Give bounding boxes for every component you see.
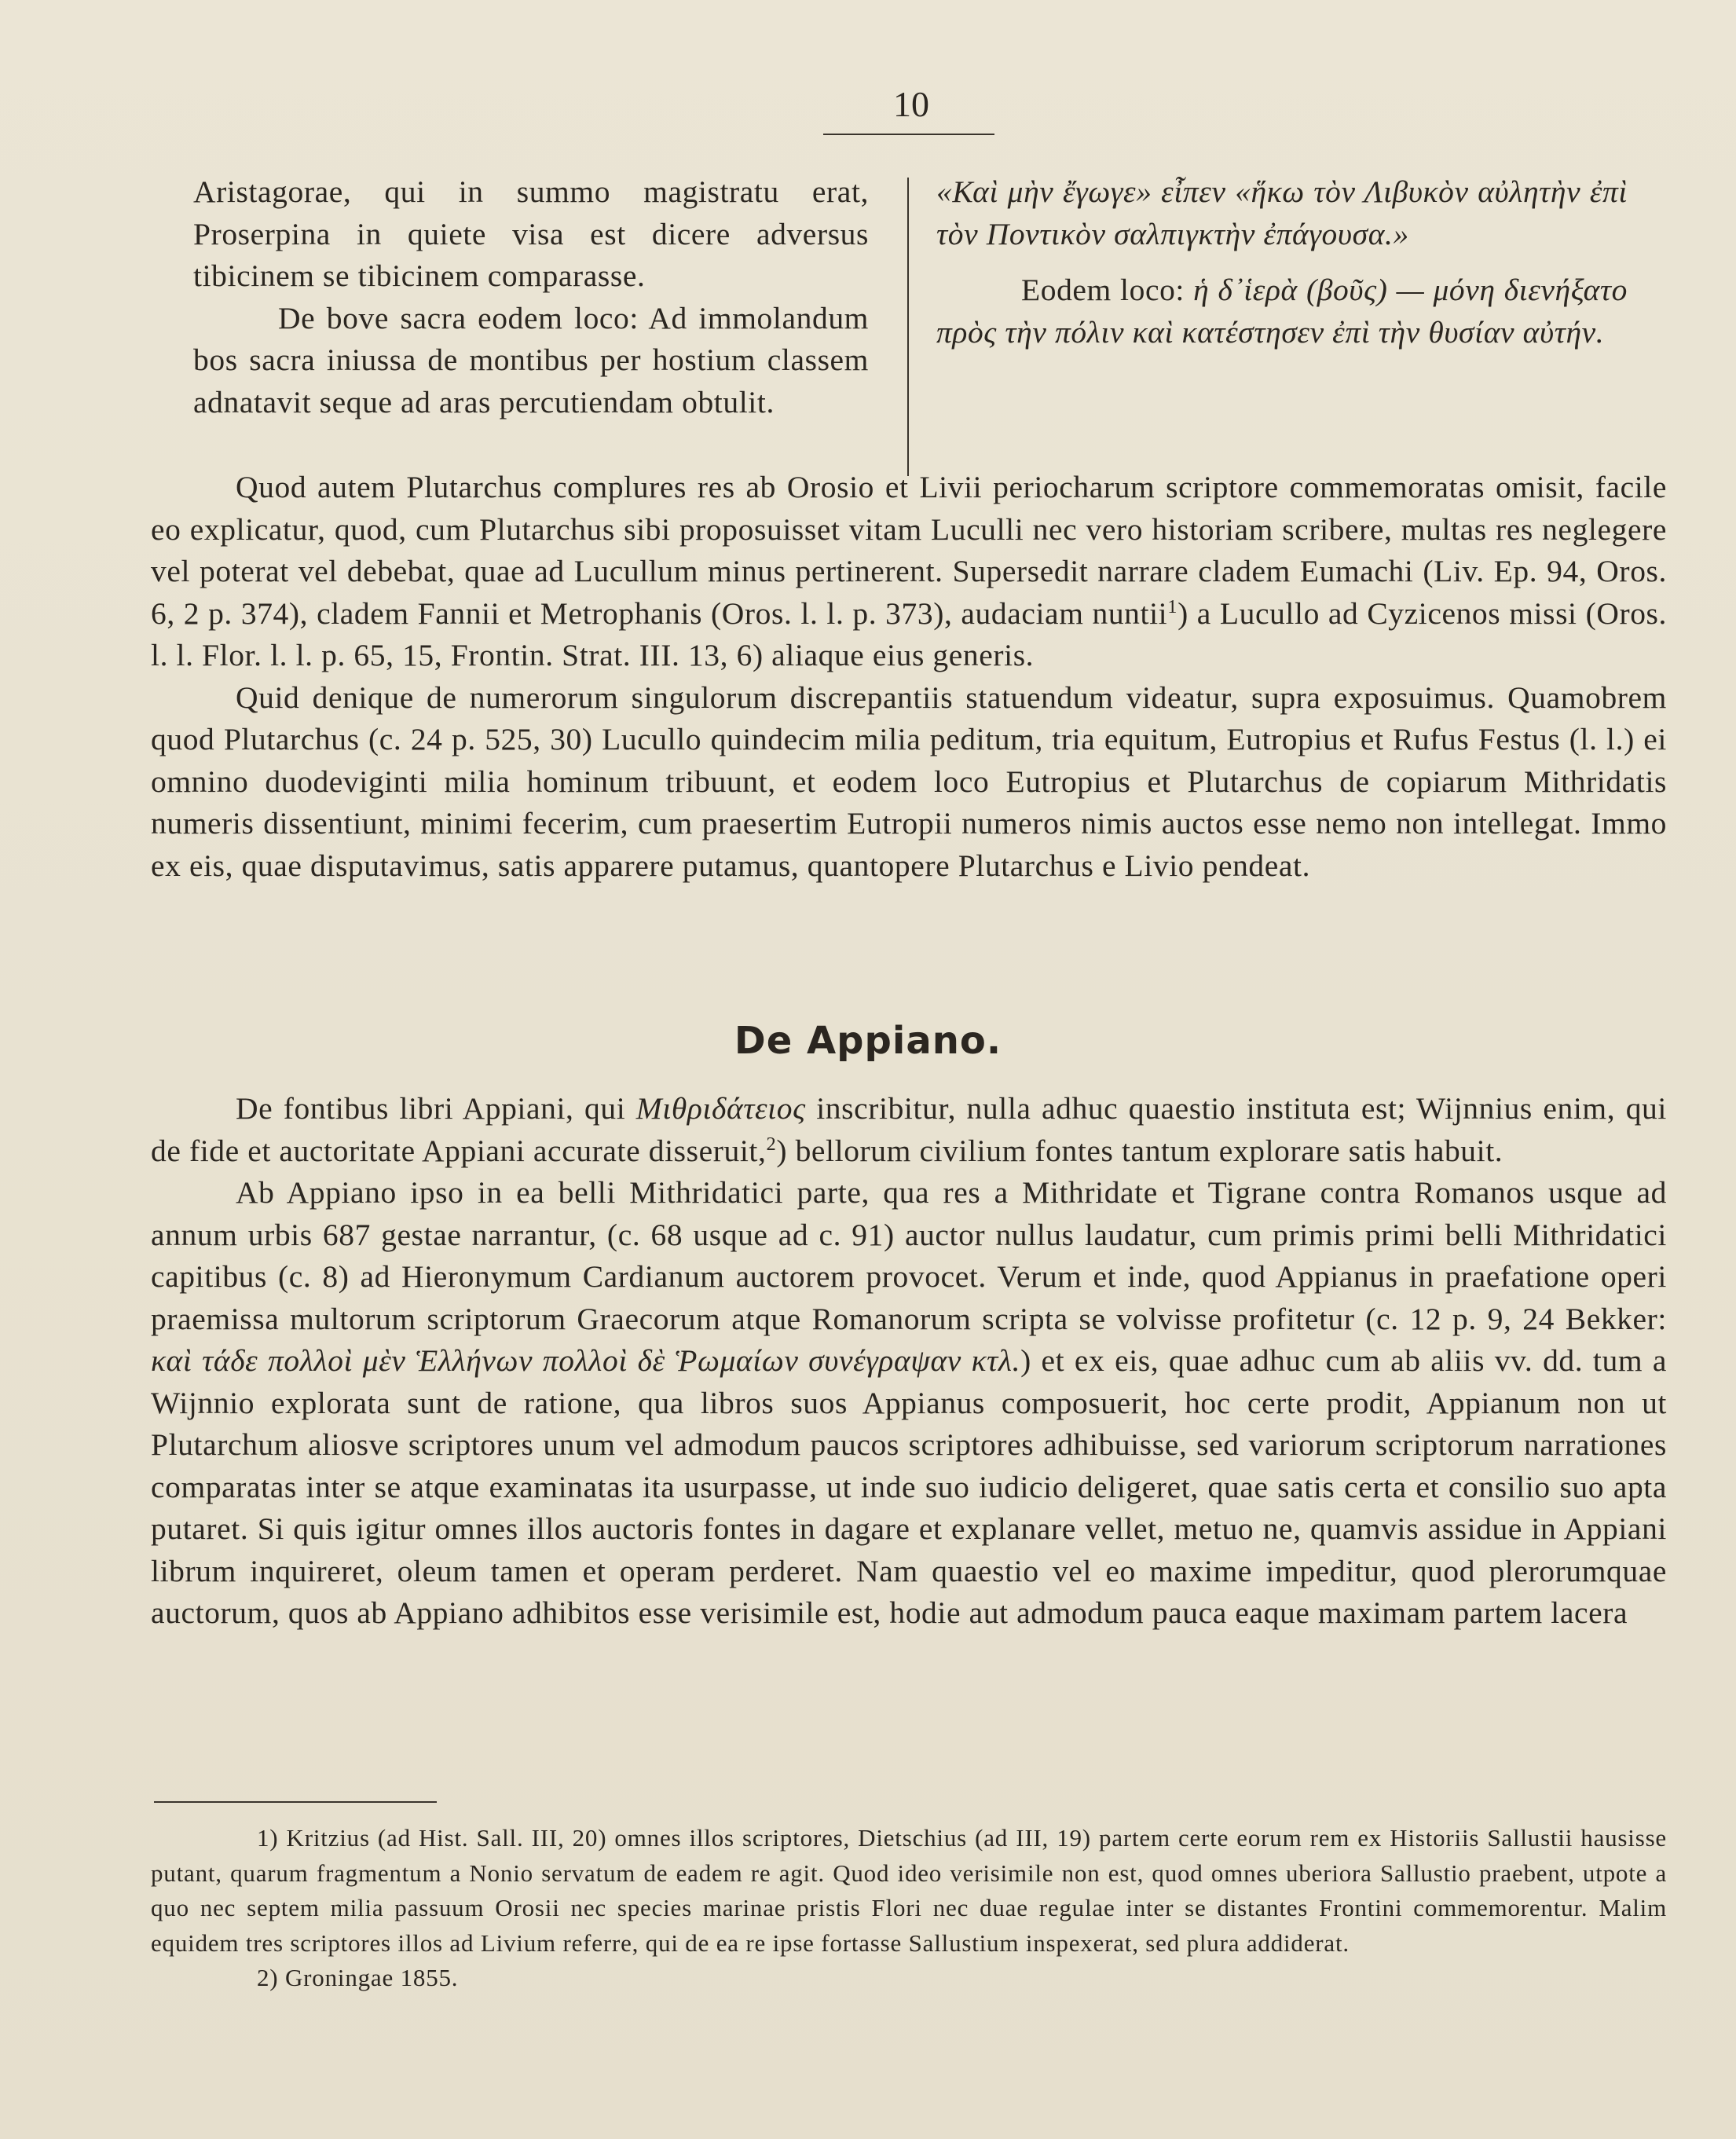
body-paragraph-1-tail: a Lucullo ad Cyzicenos missi (Oros. l. l. Flor. l. l. p. 65, 15, Frontin. Strat. III. 13, 6) aliaque eius generis. — [151, 595, 1667, 672]
body-paragraph-1: Quod autem Plutarchus complures res ab Orosio et Livii periocharum scriptore commemoratas omisit, facile eo explicatur, quod, cum Plutarchus sibi proposuisset vitam Luculli nec vero historiam scribere, multas res neglegere vel poterat vel debebat, quae ad Lucullum minus pertinerent. Supersedit narrare cladem Eumachi (Liv. Ep. 94, Oros. 6, 2 p. 374), cladem Fannii et Metrophanis (Oros. l. l. p. 373), audaciam nuntii$^1$) a Lucullo ad Cyzicenos missi (Oros. l. l. Flor. l. l. p. 65, 15, Frontin. Strat. III. 13, 6) aliaque eius generis. — [151, 470, 1667, 672]
footnote-1-text: Kritzius (ad Hist. Sall. III, 20) omnes illos scriptores, Dietschius (ad III, 19) partem certe eorum rem ex Historiis Sallustii hausisse putant, quarum fragmentum a Nonio servatum de eadem re agit. Quod ideo verisimile non est, quod omnes uberiora Sallustio praebent, utpote a quo nec septem milia passuum Orosii nec species marinae pristis Flori nec duae regulae inter se distantes Frontini commemorentur. Malim equidem tres scriptores illos ad Livium referre, qui de ea re ipse fortasse Sallustium inspexerat, sed plura addiderat. — [151, 1824, 1667, 1957]
footnote-2-mark: 2) — [257, 1964, 279, 1991]
appian-p1-end: bellorum civilium fontes tantum explorare satis habuit. — [795, 1133, 1503, 1168]
latin-paragraph-1: Aristagorae, qui in summo magistratu erat, Proserpina in quiete visa est dicere adversus tibicinem se tibicinem comparasse. — [193, 174, 869, 293]
right-column-greek — [936, 171, 1628, 353]
footnote-1-mark: 1) — [257, 1824, 279, 1851]
footnote-rule — [154, 1801, 437, 1803]
greek-label: Eodem loco: — [1021, 273, 1185, 307]
body-paragraph-2: Quid denique de numerorum singulorum discrepantiis statuendum videatur, supra exposuimus. Quamobrem quod Plutarchus (c. 24 p. 525, 30) Lucullo quindecim milia peditum, tria equitum, Eutropius et Rufus Festus (l. l.) ei omnino duodeviginti milia hominum tribuunt, et eodem loco Eutropius et Plutarchus de copiarum Mithridatis numeris dissentiunt, minimi fecerim, cum praesertim Eutropii numeros nimis auctos esse nemo non intellegat. Immo ex eis, quae disputavimus, satis apparere putamus, quantopere Plutarchus e Livio pendeat. — [151, 679, 1667, 883]
greek-paragraph-2 — [936, 269, 1628, 353]
footnote-2-text: Groningae 1855. — [285, 1964, 459, 1991]
appian-p2-greek: καὶ τάδε πολλοὶ μὲν Ἑλλήνων πολλοὶ δὲ Ῥωμαίων συνέγραψαν κτλ. — [151, 1343, 1021, 1378]
greek-quote-2: ἡ δ᾽ἱερὰ (βοῦς) — μόνη διενήξατο πρὸς τὴν πόλιν καὶ κατέστησεν ἐπὶ τὴν θυσίαν αὐτήν. — [936, 273, 1628, 350]
section-heading: De Appiano. — [734, 1019, 1002, 1063]
footnote-2 — [151, 1961, 1667, 1996]
appian-p1-mid: inscribitur, nulla adhuc quaestio instituta est; Wijnnius enim, qui de fide et auctoritate Appiani accurate disseruit, — [151, 1091, 1667, 1168]
column-divider — [907, 178, 909, 476]
footnote-ref-2[interactable]: 2 — [766, 1133, 777, 1155]
appian-p1-greek: Μιθριδάτειος — [635, 1091, 806, 1126]
footnote-1 — [151, 1821, 1667, 1961]
latin-paragraph-2: De bove sacra eodem loco: Ad immolandum bos sacra iniussa de montibus per hostium classem adnatavit seque ad aras percutiendam obtulit. — [193, 300, 869, 419]
body-paragraph-1-text: Quod autem Plutarchus complures res ab Orosio et Livii periocharum scriptore commemoratas omisit, facile eo explicatur, quod, cum Plutarchus sibi proposuisset vitam Luculli nec vero historiam scribere, multas res neglegere vel poterat vel debebat, quae ad Lucullum minus pertinerent. Supersedit narrare cladem Eumachi (Liv. Ep. 94, Oros. 6, 2 p. 374), cladem Fannii et Metrophanis (Oros. l. l. p. 373), audaciam nuntii — [151, 470, 1667, 631]
page-number: 10 — [893, 84, 929, 124]
greek-quote-1: «Καὶ μὴν ἔγωγε» εἶπεν «ἥκω τὸν Λιβυκὸν αὐλητὴν ἐπὶ τὸν Ποντικὸν σαλπιγκτὴν ἐπάγουσα.» — [936, 174, 1628, 251]
appian-section — [151, 1088, 1667, 1635]
footnotes — [151, 1821, 1667, 1996]
left-column-latin — [193, 171, 869, 423]
appian-p2-end: ) et ex eis, quae adhuc cum ab aliis vv. dd. tum a Wijnnio explorata sunt de ratione, qua libros suos Appianus composuerit, hoc certe prodit, Appianum non ut Plutarchum aliosve scriptores unum vel admodum paucos scriptores adhibuisse, sed variorum scriptorum narrationes comparatas inter se atque examinatas ita usurpasse, ut inde suo iudicio deligeret, quae satis certa et consilio suo apta putaret. Si quis igitur omnes illos auctoris fontes in dagare et explanare vellet, metuo ne, quamvis assidue in Appiani librum inquireret, oleum tamen et operam perderet. Nam quaestio vel eo maxime impeditur, quod plerorumquae auctorum, quos ab Appiano adhibitos esse verisimile est, hodie aut admodum pauca eaque maximam partem lacera — [151, 1343, 1668, 1630]
page-number-rule — [823, 134, 994, 135]
appian-p2-start: Ab Appiano ipso in ea belli Mithridatici parte, qua res a Mithridate et Tigrane contra Romanos usque ad annum urbis 687 gestae narrantur, (c. 68 usque ad c. 91) auctor nullus laudatur, cum primis primi belli Mithridatici capitibus (c. 8) ad Hieronymum Cardianum auctorem provocet. Verum et inde, quod Appianus in praefatione operi praemissa multorum scriptorum Graecorum atque Romanorum scripta se volvisse profitetur (c. 12 p. 9, 24 Bekker: — [151, 1175, 1667, 1336]
appian-p1-start: De fontibus libri Appiani, qui — [236, 1091, 626, 1126]
appian-paragraph-2 — [151, 1172, 1667, 1635]
footnote-ref-1[interactable]: 1 — [1167, 595, 1178, 617]
appian-paragraph-1: De fontibus libri Appiani, qui Μιθριδάτειος inscribitur, nulla adhuc quaestio instituta est; Wijnnius enim, qui de fide et auctoritate Appiani accurate disseruit,$^2$) bellorum civilium fontes tantum explorare satis habuit. — [151, 1091, 1667, 1168]
plutarch-section — [151, 467, 1667, 887]
